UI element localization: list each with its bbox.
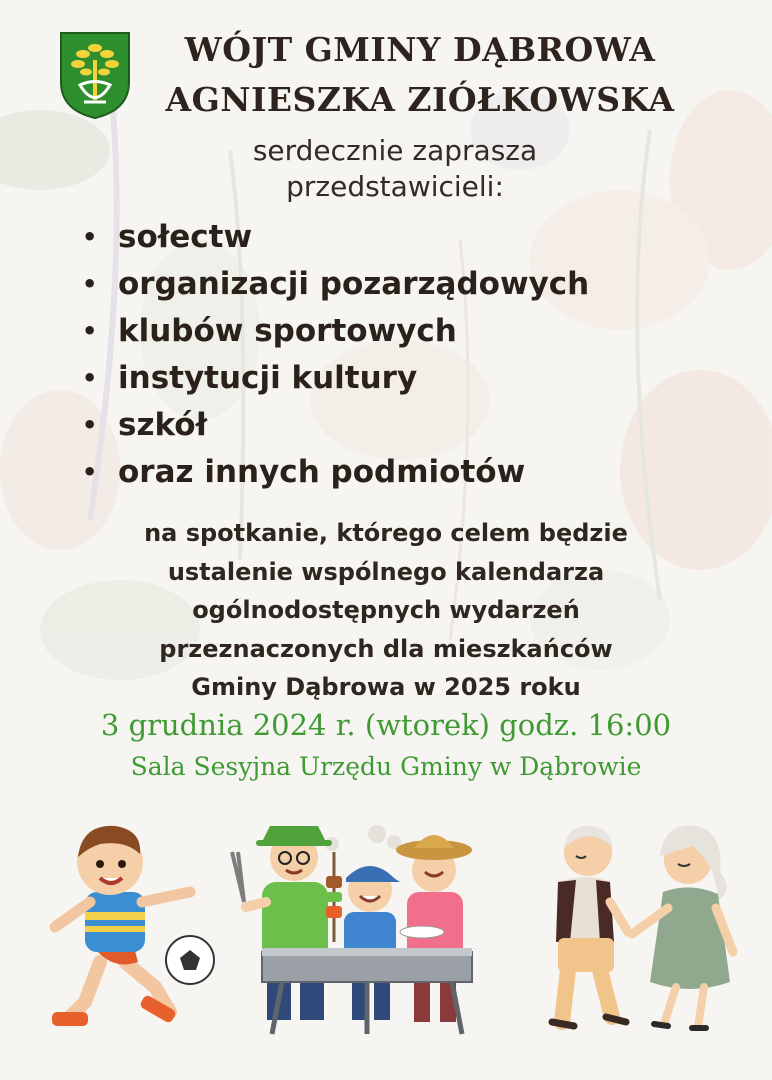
bullet: • (82, 364, 98, 392)
group-label: oraz innych podmiotów (118, 454, 526, 490)
invitation-line-2: przedstawicieli: (286, 170, 504, 203)
purpose-line: Gminy Dąbrowa w 2025 roku (191, 673, 581, 701)
list-item (82, 308, 589, 355)
mayor-title: WÓJT GMINY DĄBROWA (184, 30, 656, 69)
group-label: sołectw (118, 219, 253, 255)
mayor-name: AGNIESZKA ZIÓŁKOWSKA (165, 80, 675, 119)
event-date-time: 3 grudnia 2024 r. (wtorek) godz. 16:00 (100, 708, 672, 742)
elderly-couple-dancing-icon (528, 812, 750, 1042)
event-venue: Sala Sesyjna Urzędu Gminy w Dąbrowie (130, 752, 642, 781)
group-label: instytucji kultury (118, 360, 418, 396)
group-label: organizacji pozarządowych (118, 266, 590, 302)
group-label: klubów sportowych (118, 313, 457, 349)
list-item (82, 214, 589, 261)
child-playing-football-icon (30, 812, 220, 1037)
purpose-line: ustalenie wspólnego kalendarza (167, 557, 605, 586)
list-item (82, 261, 589, 308)
bullet: • (82, 317, 98, 345)
purpose-line: ogólnodostępnych wydarzeń (192, 596, 580, 624)
family-barbecue-icon (232, 825, 472, 1034)
bullet: • (82, 223, 98, 251)
list-item (82, 355, 589, 402)
bullet: • (82, 270, 98, 298)
invitation-line-1: serdecznie zaprasza (252, 134, 538, 167)
invited-groups-list (82, 214, 589, 496)
bullet: • (82, 411, 98, 439)
list-item (82, 449, 589, 496)
list-item (82, 402, 589, 449)
purpose-line: na spotkanie, którego celem będzie (144, 519, 628, 547)
municipal-coat-of-arms-icon (58, 30, 132, 120)
bullet: • (82, 458, 98, 486)
meeting-purpose (40, 514, 732, 707)
group-label: szkół (118, 407, 208, 443)
purpose-line: przeznaczonych dla mieszkańców (159, 634, 613, 663)
